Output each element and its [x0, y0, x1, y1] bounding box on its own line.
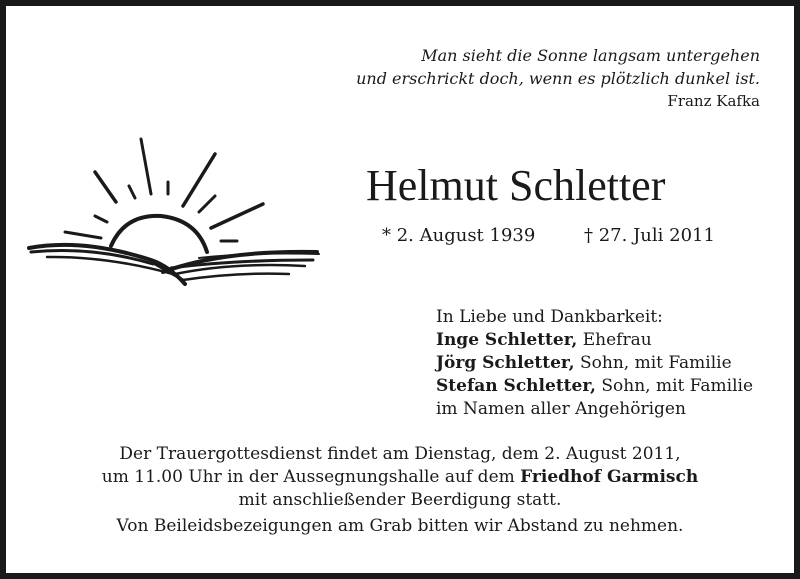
kafka-quote — [356, 44, 760, 112]
service-line-3: mit anschließender Beerdigung statt. — [238, 490, 562, 510]
mourner-line — [436, 329, 753, 352]
service-info — [6, 443, 794, 538]
condolence-request: Von Beileidsbezeigungen am Grab bitten wir Abstand zu nehmen. — [116, 516, 684, 536]
death-date: † 27. Juli 2011 — [584, 225, 715, 246]
mourners-intro: In Liebe und Dankbarkeit: — [436, 307, 663, 327]
deceased-name: Helmut Schletter — [366, 161, 666, 210]
mourner-name: Stefan Schletter, — [436, 376, 596, 396]
cemetery-name: Friedhof Garmisch — [520, 467, 699, 487]
mourner-line — [436, 375, 753, 398]
mourner-relation: Sohn, mit Familie — [579, 353, 732, 373]
birth-date: * 2. August 1939 — [382, 225, 536, 246]
quote-author: Franz Kafka — [667, 92, 760, 110]
mourner-name: Inge Schletter, — [436, 330, 578, 350]
quote-line-1: Man sieht die Sonne langsam untergehen — [421, 46, 760, 65]
service-line-1: Der Trauergottesdienst findet am Dienstag, dem 2. August 2011, — [119, 444, 681, 464]
quote-line-2: und erschrickt doch, wenn es plötzlich dunkel ist. — [356, 69, 760, 88]
setting-sun-icon — [23, 134, 323, 294]
mourners-closing: im Namen aller Angehörigen — [436, 399, 686, 419]
mourner-relation: Ehefrau — [582, 330, 652, 350]
mourner-relation: Sohn, mit Familie — [601, 376, 754, 396]
service-time-location: um 11.00 Uhr in der Aussegnungshalle auf dem — [101, 467, 515, 487]
mourner-line — [436, 352, 753, 375]
mourners-block — [436, 306, 753, 421]
mourner-name: Jörg Schletter, — [436, 353, 575, 373]
service-line-2 — [6, 466, 794, 489]
